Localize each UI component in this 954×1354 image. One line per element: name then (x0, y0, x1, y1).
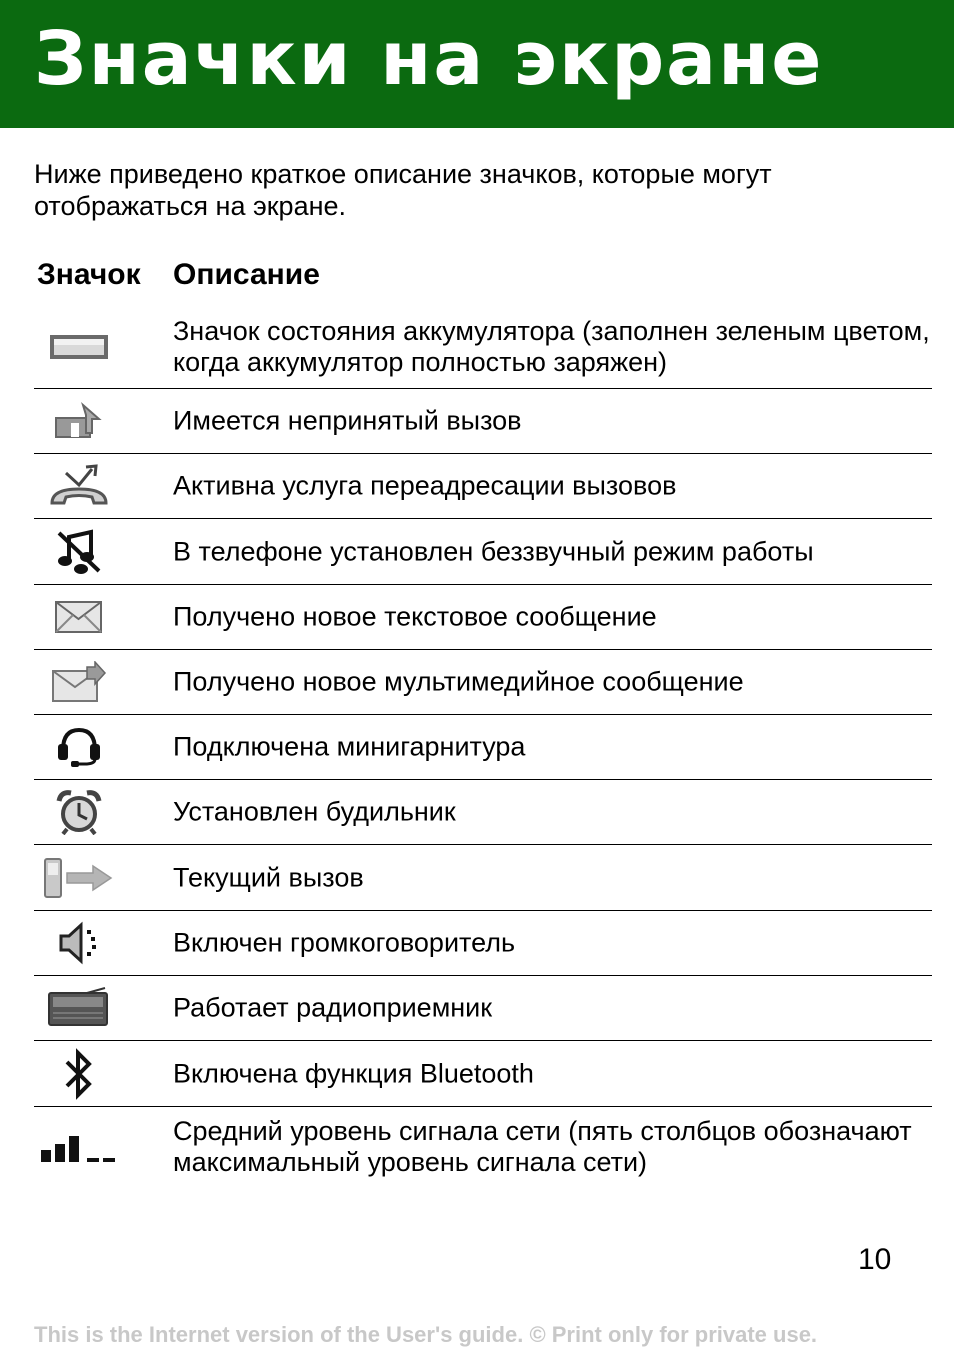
row-description: Работает радиоприемник (173, 992, 493, 1023)
table-row (34, 715, 932, 780)
battery-icon (34, 306, 124, 388)
row-description: Активна услуга переадресации вызовов (173, 470, 677, 501)
row-description: Получено новое мультимедийное сообщение (173, 666, 744, 697)
row-description: Значок состояния аккумулятора (заполнен зеленым цветом, когда аккумулятор полностью заряжен) (173, 316, 930, 377)
page-title: Значки на экране (34, 16, 824, 102)
loudspeaker-icon (34, 911, 124, 975)
table-row (34, 911, 932, 976)
missed-call-icon (34, 389, 124, 453)
row-description: Установлен будильник (173, 796, 456, 827)
bluetooth-icon (34, 1041, 124, 1106)
column-header-description: Описание (173, 258, 320, 291)
row-description: В телефоне установлен беззвучный режим работы (173, 536, 814, 566)
table-header (0, 258, 954, 294)
signal-strength-icon (34, 1107, 124, 1187)
silent-mode-icon (34, 519, 124, 584)
table-row (34, 306, 932, 389)
intro-text: Ниже приведено краткое описание значков, которые могут отображаться на экране. (34, 159, 772, 221)
title-banner (0, 0, 954, 128)
headset-icon (34, 715, 124, 779)
ongoing-call-icon (34, 845, 124, 910)
row-description: Включена функция Bluetooth (173, 1058, 534, 1088)
row-description: Текущий вызов (173, 862, 364, 892)
table-row (34, 1041, 932, 1107)
icon-table (34, 306, 932, 1187)
row-description: Получено новое текстовое сообщение (173, 601, 657, 632)
call-forward-icon (34, 454, 124, 518)
row-description: Включен громкоговоритель (173, 927, 516, 958)
table-row (34, 1107, 932, 1187)
radio-icon (34, 976, 124, 1040)
table-row (34, 389, 932, 454)
table-row (34, 780, 932, 845)
page-number: 10 (858, 1243, 892, 1276)
row-description: Подключена минигарнитура (173, 731, 526, 762)
footer-note: This is the Internet version of the User's guide. © Print only for private use. (34, 1322, 818, 1347)
table-row (34, 650, 932, 715)
table-row (34, 845, 932, 911)
table-row (34, 976, 932, 1041)
multimedia-message-icon (34, 650, 124, 714)
column-header-icon: Значок (37, 258, 141, 291)
table-row (34, 585, 932, 650)
alarm-clock-icon (34, 780, 124, 844)
text-message-icon (34, 585, 124, 649)
table-row (34, 519, 932, 585)
row-description: Средний уровень сигнала сети (пять столбцов обозначают максимальный уровень сигнала сети) (173, 1116, 912, 1177)
table-row (34, 454, 932, 519)
row-description: Имеется непринятый вызов (173, 405, 522, 436)
